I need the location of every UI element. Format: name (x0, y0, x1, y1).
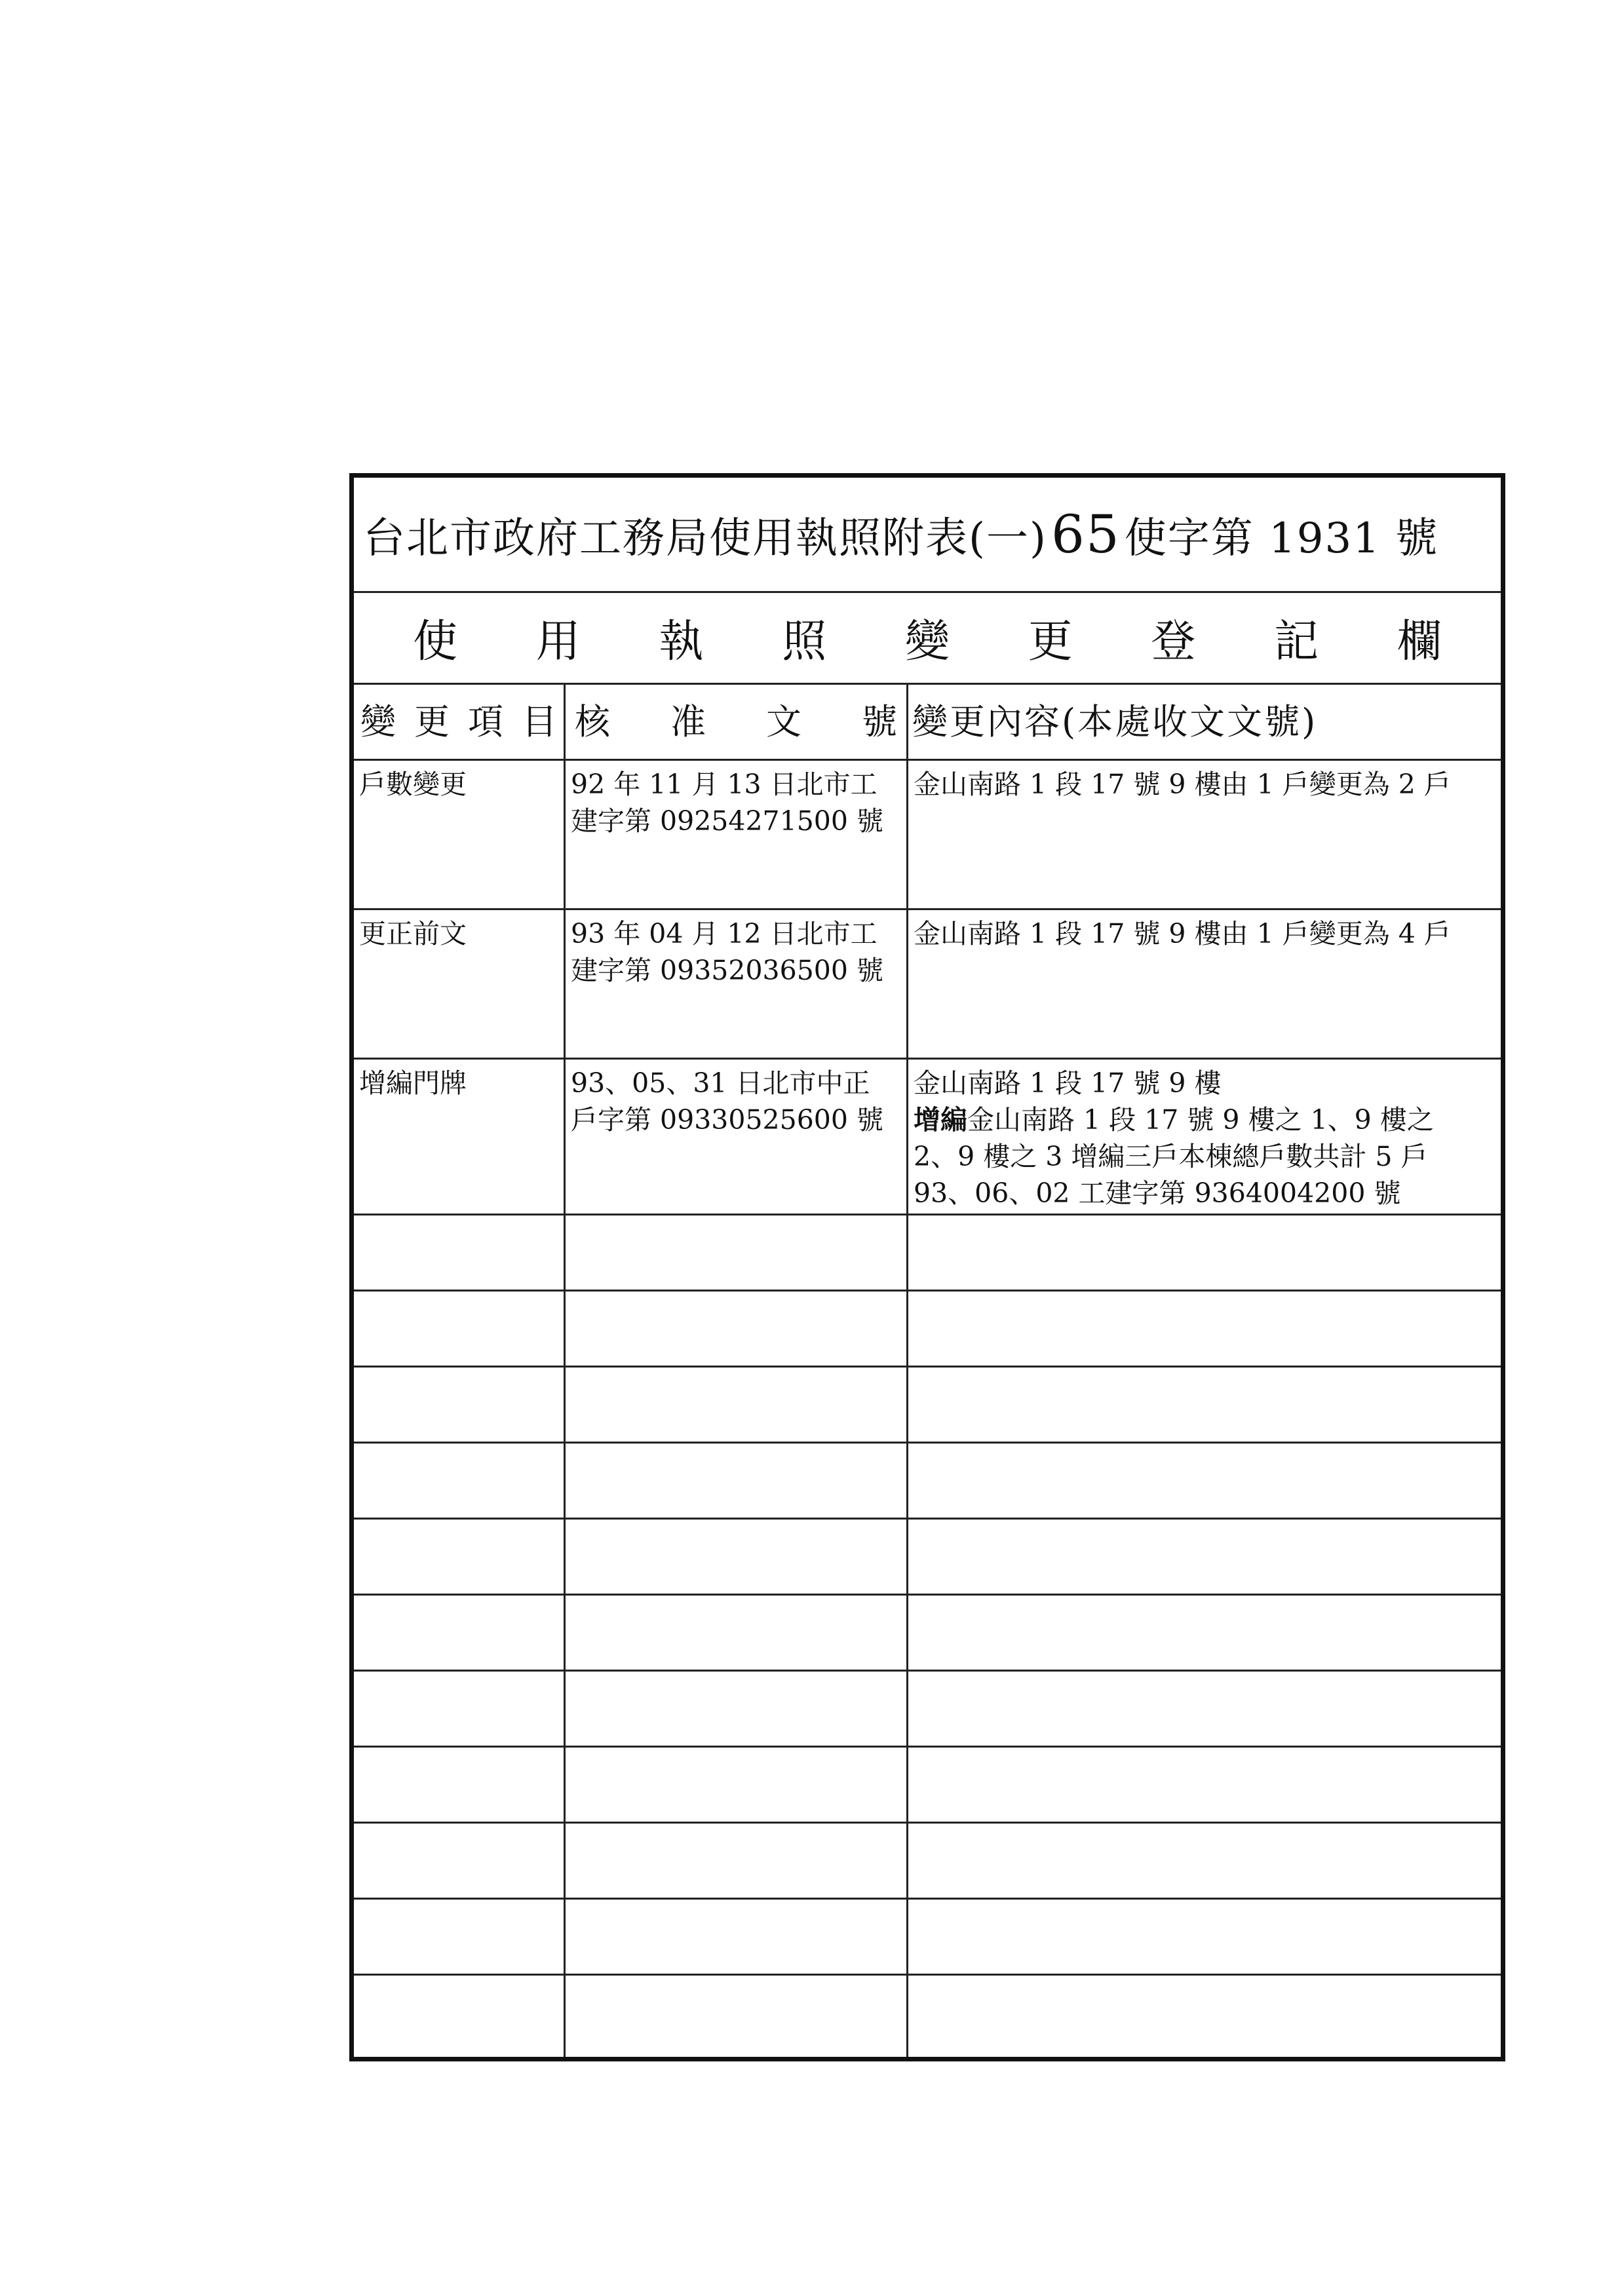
header-char: 變 (360, 700, 396, 742)
usage-permit-change-table (349, 473, 1505, 2061)
empty-row (354, 1900, 1501, 1976)
approval-number (566, 1060, 906, 1214)
header-char: 文 (766, 700, 801, 742)
column-header-row (354, 685, 1501, 761)
section-heading-char: 使 (413, 616, 458, 668)
empty-row (354, 1596, 1501, 1672)
change-content (908, 761, 1501, 908)
empty-row (354, 1444, 1501, 1520)
section-heading-char: 用 (535, 616, 581, 668)
empty-row (354, 1368, 1501, 1444)
approval-line: 戶字第 09330525600 號 (571, 1104, 884, 1136)
approval-number (566, 761, 906, 908)
header-char: 更 (414, 700, 450, 742)
approval-line: 93 年 04 月 12 日北市工 (571, 918, 878, 949)
approval-line: 建字第 09352036500 號 (571, 955, 884, 986)
document-title (354, 478, 1501, 593)
title-number: 65 (1051, 504, 1121, 565)
section-heading-char: 變 (904, 616, 950, 668)
content-line: 2、9 樓之 3 增編三戶本棟總戶數共計 5 戶 (914, 1141, 1428, 1172)
section-heading (354, 593, 1501, 685)
header-char: 目 (522, 700, 557, 742)
header-char: 號 (862, 700, 897, 742)
section-heading-char: 欄 (1397, 616, 1442, 668)
header-char: 核 (575, 700, 610, 742)
empty-row (354, 1748, 1501, 1824)
content-line: 金山南路 1 段 17 號 9 樓 (914, 1067, 1222, 1099)
content-line (914, 1101, 1495, 1138)
header-char: 准 (670, 700, 706, 742)
column-header-approval (566, 685, 906, 759)
content-line: 金山南路 1 段 17 號 9 樓由 1 戶變更為 4 戶 (914, 918, 1451, 949)
section-heading-char: 登 (1151, 616, 1196, 668)
table-grid (354, 685, 1501, 2057)
column-divider (564, 685, 566, 2057)
column-header-content: 變更內容(本處收文文號) (912, 700, 1318, 742)
empty-row (354, 1672, 1501, 1748)
section-heading-char: 記 (1274, 616, 1319, 668)
column-header-item (354, 685, 564, 759)
change-item: 增編門牌 (359, 1067, 467, 1099)
title-prefix: 台北市政府工務局使用執照附表(一) (363, 514, 1047, 563)
empty-row (354, 1976, 1501, 2057)
content-line: 93、06、02 工建字第 9364004200 號 (914, 1177, 1401, 1209)
table-row (354, 1060, 1501, 1215)
change-item: 更正前文 (359, 918, 467, 949)
table-row (354, 910, 1501, 1060)
approval-line: 92 年 11 月 13 日北市工 (571, 769, 878, 800)
empty-row (354, 1520, 1501, 1596)
change-content (908, 1060, 1501, 1214)
change-item: 戶數變更 (359, 769, 467, 800)
approval-number (566, 910, 906, 1058)
empty-row (354, 1215, 1501, 1292)
content-line-text: 金山南路 1 段 17 號 9 樓之 1、9 樓之 (967, 1104, 1434, 1136)
header-char: 項 (468, 700, 503, 742)
section-heading-char: 照 (782, 616, 827, 668)
section-heading-char: 執 (659, 616, 704, 668)
column-divider (906, 685, 908, 2057)
approval-line: 建字第 09254271500 號 (571, 805, 884, 837)
approval-line: 93、05、31 日北市中正 (571, 1067, 870, 1099)
title-suffix: 使字第 1931 號 (1124, 514, 1439, 563)
section-heading-char: 更 (1028, 616, 1073, 668)
content-line-prefix: 增編 (914, 1104, 967, 1136)
empty-row (354, 1292, 1501, 1368)
table-row (354, 761, 1501, 910)
change-content (908, 910, 1501, 1058)
content-line: 金山南路 1 段 17 號 9 樓由 1 戶變更為 2 戶 (914, 769, 1451, 800)
empty-row (354, 1824, 1501, 1900)
